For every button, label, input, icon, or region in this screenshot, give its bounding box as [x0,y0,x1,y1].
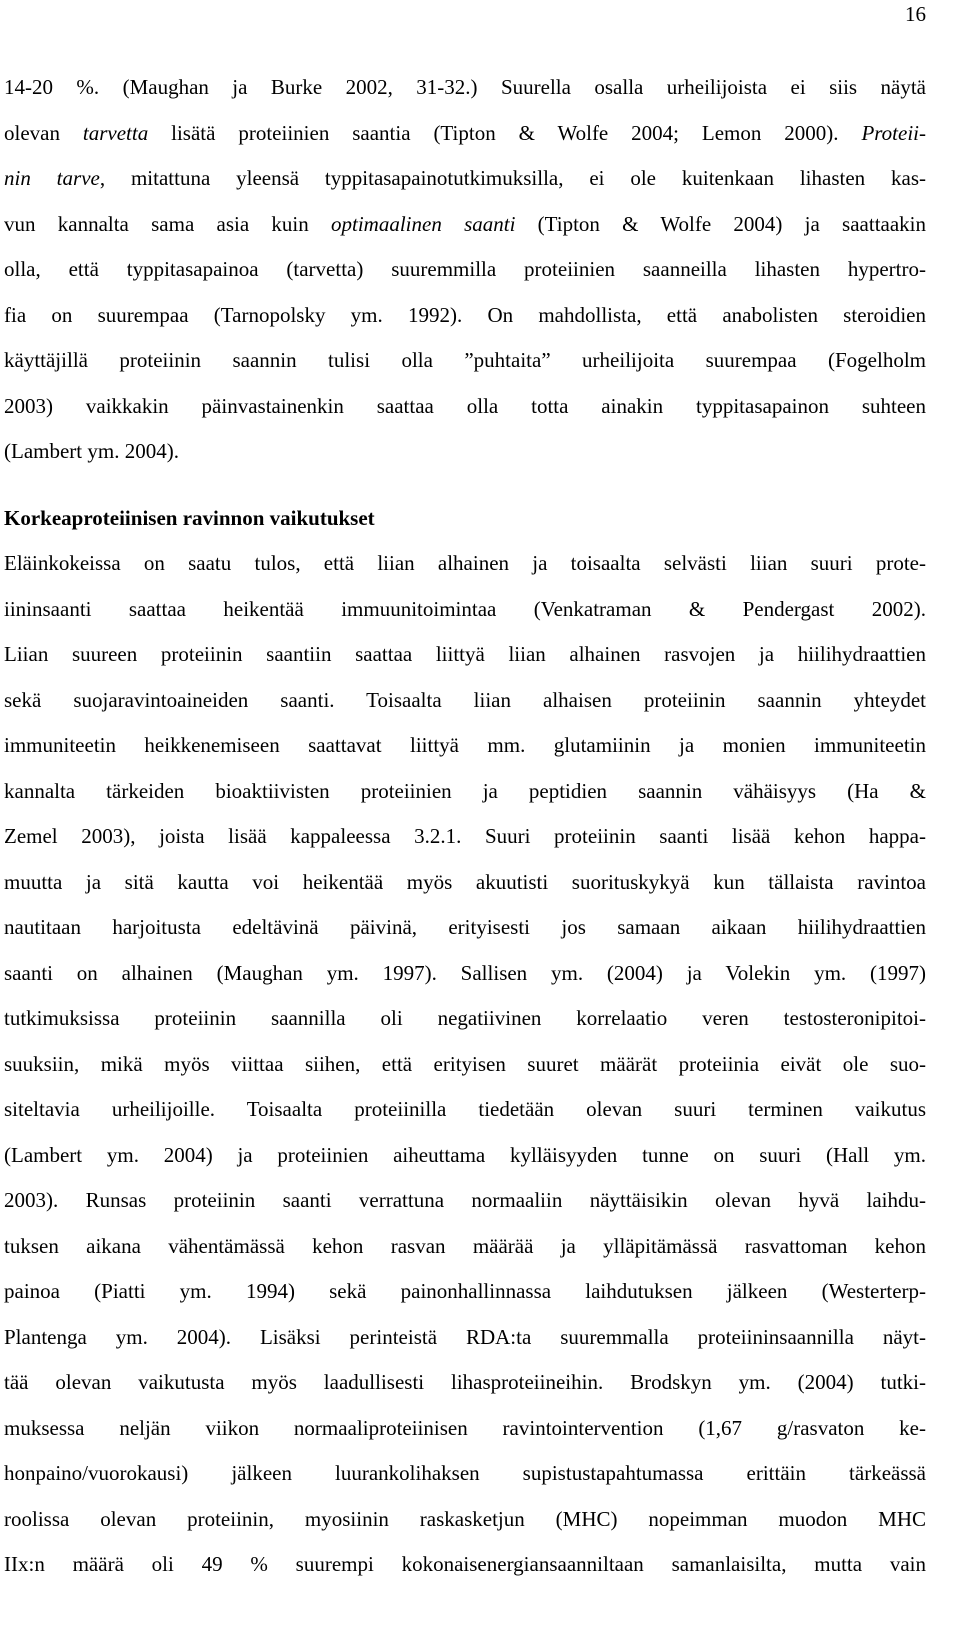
text-line [4,65,926,111]
text-line [4,111,926,157]
italic-term: optimaalinen saanti [331,211,516,236]
text-segment: Zemel 2003), joista lisää kappaleessa 3.2.1. Suuri proteiinin saanti lisää kehon happa- [4,824,926,848]
text-segment: honpaino/vuorokausi) jälkeen luurankolihaksen supistustapahtumassa erittäin tärkeässä [4,1461,926,1485]
section-heading: Korkeaproteiinisen ravinnon vaikutukset [4,506,375,530]
text-line [4,814,926,860]
text-line [4,996,926,1042]
text-line [4,678,926,724]
text-line [4,247,926,293]
text-segment: muutta ja sitä kautta voi heikentää myös akuutisti suorituskykyä kun tällaista ravintoa [4,869,926,894]
text-line [4,338,926,384]
text-line [4,1087,926,1133]
text-line [4,429,926,475]
text-segment: (Tipton & Wolfe 2004) ja saattaakin [515,211,926,236]
text-line [4,1542,926,1588]
text-line [4,1315,926,1361]
text-line [4,1497,926,1543]
text-segment: immuniteetin heikkenemiseen saattavat liittyä mm. glutamiinin ja monien immuniteetin [4,733,926,757]
text-line [4,860,926,906]
text-line [4,1360,926,1406]
text-segment: (Lambert ym. 2004) ja proteiinien aiheuttama kylläisyyden tunne on suuri (Hall ym. [4,1142,926,1167]
text-line [4,156,926,202]
text-segment: 2003) vaikkakin päinvastainenkin saattaa olla totta ainakin typpitasapainon suhteen [4,393,926,418]
text-segment: tutkimuksissa proteiinin saannilla oli negatiivinen korrelaatio veren testosteronipitoi- [4,1006,926,1030]
paragraph [4,541,926,1588]
paragraph [4,65,926,475]
text-segment: vun kannalta sama asia kuin [4,211,331,236]
text-segment: nautitaan harjoitusta edeltävinä päivinä, erityisesti jos samaan aikaan hiilihydraattien [4,915,926,939]
text-line [4,1451,926,1497]
text-segment: olevan [4,120,83,145]
text-segment: (Lambert ym. 2004). [4,439,179,463]
text-line [4,541,926,587]
text-segment: 2003). Runsas proteiinin saanti verrattuna normaaliin näyttäisikin olevan hyvä laihdu- [4,1188,926,1212]
text-line [4,632,926,678]
text-line [4,769,926,815]
text-segment: kannalta tärkeiden bioaktiivisten proteiinien ja peptidien saannin vähäisyys (Ha & [4,778,926,803]
text-segment: lisätä proteiinien saantia (Tipton & Wolfe 2004; Lemon 2000). [148,120,862,145]
italic-term: tarvetta [82,120,149,145]
italic-term: Proteii- [861,120,926,145]
text-segment: olla, että typpitasapainoa (tarvetta) suuremmilla proteiinien saanneilla lihasten hypertro- [4,257,926,281]
text-line [4,587,926,633]
text-segment: saanti on alhainen (Maughan ym. 1997). Sallisen ym. (2004) ja Volekin ym. (1997) [4,960,926,985]
text-segment: Liian suureen proteiinin saantiin saattaa liittyä liian alhainen rasvojen ja hiilihydraattien [4,642,926,666]
text-segment: käyttäjillä proteiinin saannin tulisi olla ”puhtaita” urheilijoita suurempaa (Fogelholm [4,348,926,372]
text-line [4,384,926,430]
text-segment: tuksen aikana vähentämässä kehon rasvan määrää ja ylläpitämässä rasvattoman kehon [4,1233,926,1258]
text-line [4,1178,926,1224]
text-line [4,293,926,339]
text-segment: Plantenga ym. 2004). Lisäksi perinteistä RDA:ta suuremmalla proteiininsaannilla näyt- [4,1324,926,1349]
text-line [4,202,926,248]
text-segment: , mitattuna yleensä typpitasapainotutkimuksilla, ei ole kuitenkaan lihasten kas- [99,166,926,190]
text-line [4,1269,926,1315]
text-segment: roolissa olevan proteiinin, myosiinin raskasketjun (MHC) nopeimman muodon MHC [4,1506,926,1531]
page-number: 16 [905,2,926,26]
text-line [4,1224,926,1270]
text-segment: fia on suurempaa (Tarnopolsky ym. 1992). On mahdollista, että anabolisten steroidien [4,302,926,327]
text-segment: IIx:n määrä oli 49 % suurempi kokonaisenergiansaanniltaan samanlaisilta, mutta vain [4,1552,926,1576]
text-line [4,1133,926,1179]
text-line [4,905,926,951]
italic-term: nin tarve [4,166,100,190]
text-line [4,723,926,769]
text-segment: siteltavia urheilijoille. Toisaalta proteiinilla tiedetään olevan suuri terminen vaikutus [4,1097,926,1121]
text-segment: tää olevan vaikutusta myös laadullisesti lihasproteiineihin. Brodskyn ym. (2004) tutki- [4,1370,926,1394]
text-segment: 14-20 %. (Maughan ja Burke 2002, 31-32.) Suurella osalla urheilijoista ei siis näytä [4,75,926,99]
text-line [4,1042,926,1088]
text-segment: sekä suojaravintoaineiden saanti. Toisaalta liian alhaisen proteiinin saannin yhteydet [4,687,926,712]
text-segment: iininsaanti saattaa heikentää immuunitoimintaa (Venkatraman & Pendergast 2002). [4,596,926,621]
text-segment: suuksiin, mikä myös viittaa siihen, että erityisen suuret määrät proteiinia eivät ole suo- [4,1051,926,1076]
text-line [4,1406,926,1452]
text-segment: Eläinkokeissa on saatu tulos, että liian alhainen ja toisaalta selvästi liian suuri prote- [4,551,926,575]
text-segment: painoa (Piatti ym. 1994) sekä painonhallinnassa laihdutuksen jälkeen (Westerterp- [4,1279,926,1303]
text-line [4,951,926,997]
text-segment: muksessa neljän viikon normaaliproteiinisen ravintointervention (1,67 g/rasvaton ke- [4,1415,926,1440]
